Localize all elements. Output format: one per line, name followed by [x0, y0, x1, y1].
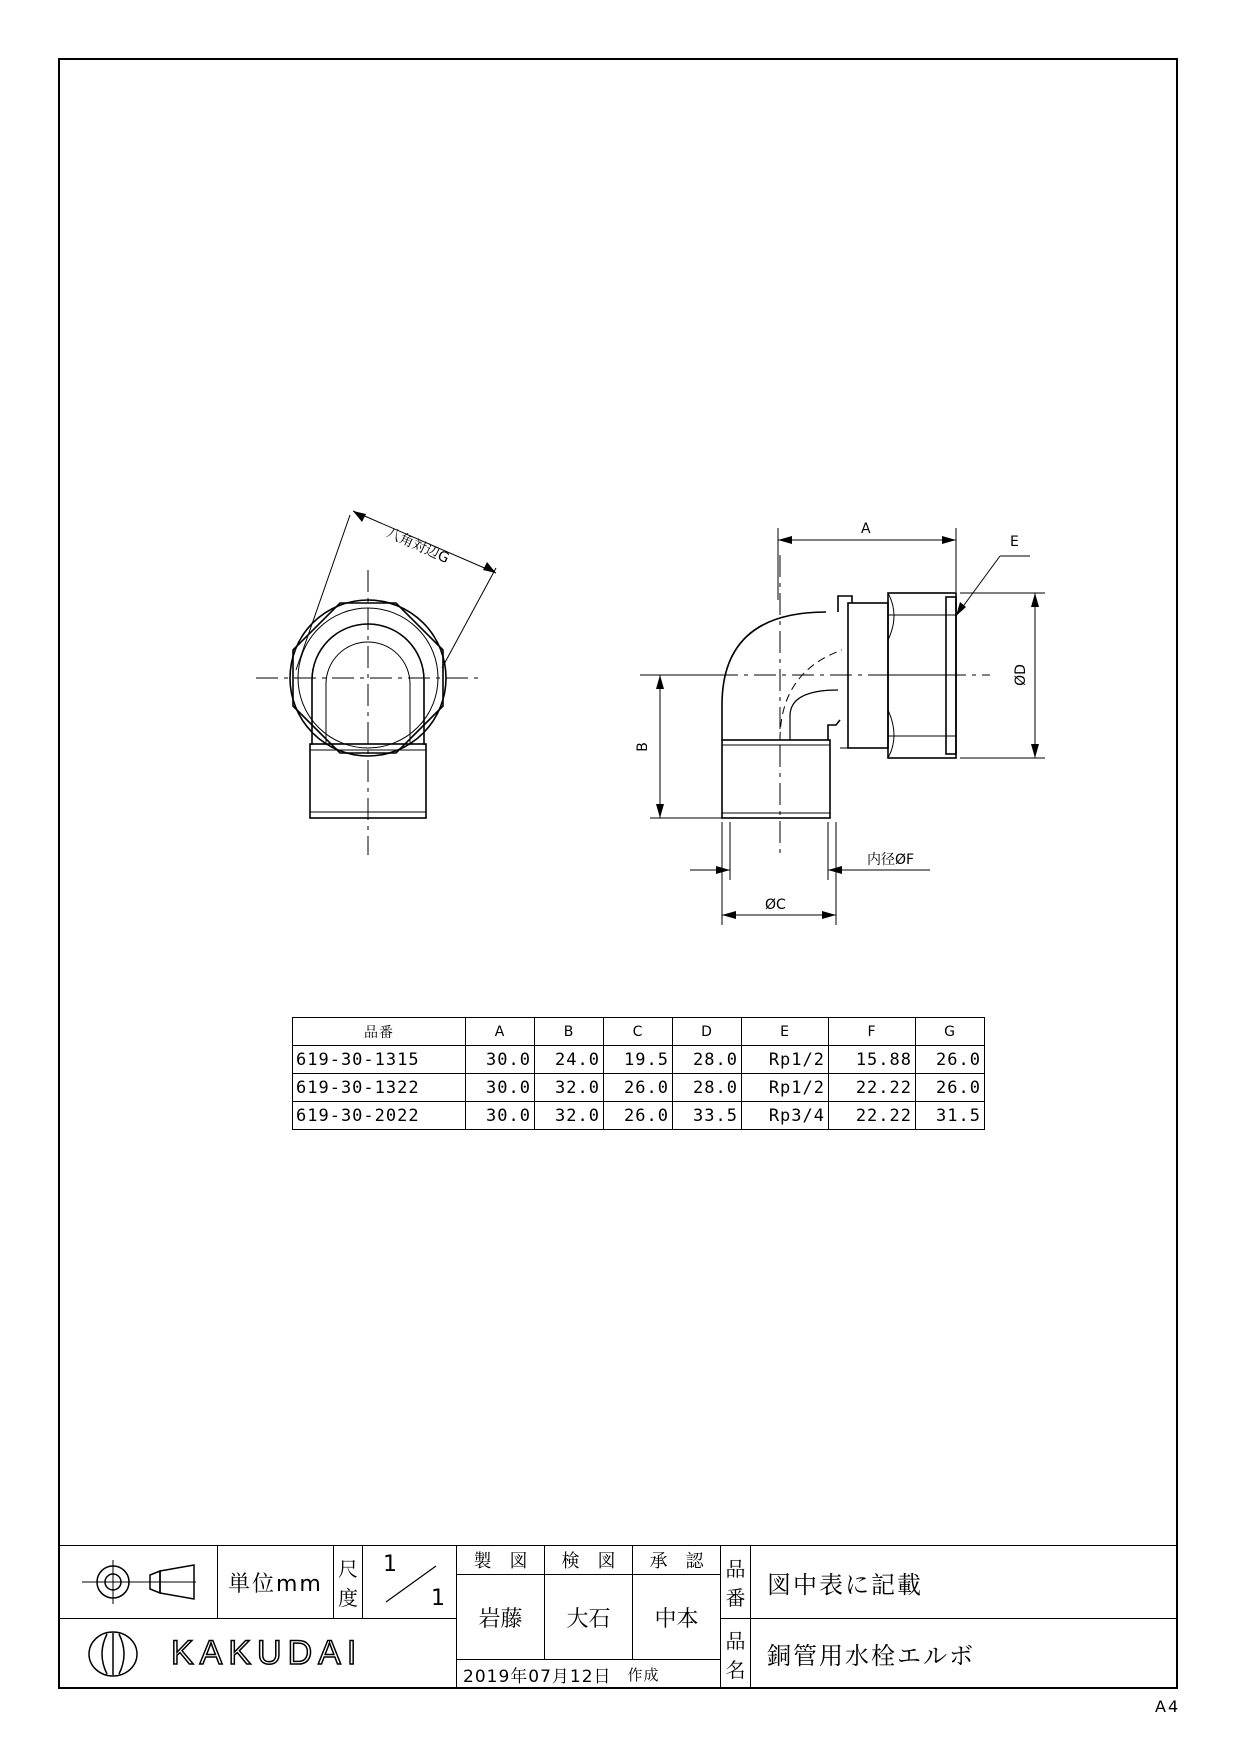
projection-symbol-cell — [58, 1545, 218, 1619]
part-name-label-top: 品 — [725, 1628, 746, 1653]
inner-diameter-f-label: 内径ØF — [867, 852, 915, 868]
third-angle-projection-icon — [78, 1557, 198, 1607]
company-name: KAKUDAI — [171, 1634, 363, 1672]
scale-label-bottom: 度 — [338, 1586, 358, 1610]
part-no-label-bottom: 番 — [725, 1586, 746, 1610]
header-c: C — [604, 1018, 673, 1046]
dimension-d-label: ØD — [1012, 664, 1029, 686]
scale-denominator: 1 — [431, 1586, 445, 1611]
scale-label-top: 尺 — [338, 1557, 358, 1581]
cell-g: 31.5 — [916, 1102, 985, 1130]
spec-table-header — [293, 1018, 985, 1046]
table-row — [293, 1046, 985, 1074]
cell-f: 22.22 — [829, 1102, 916, 1130]
unit-cell: 単位mm — [217, 1545, 334, 1619]
side-view — [640, 528, 1045, 925]
cell-d: 28.0 — [673, 1046, 742, 1074]
scale-numerator: 1 — [383, 1552, 397, 1577]
cell-c: 26.0 — [604, 1074, 673, 1102]
kakudai-logo-icon — [83, 1629, 143, 1679]
header-e: E — [742, 1018, 829, 1046]
cell-e: Rp3/4 — [742, 1102, 829, 1130]
checked-by: 大石 — [544, 1574, 633, 1660]
cell-c: 26.0 — [604, 1102, 673, 1130]
header-b: B — [535, 1018, 604, 1046]
part-name-label-bottom: 名 — [725, 1657, 746, 1682]
cell-g: 26.0 — [916, 1046, 985, 1074]
header-part-no: 品番 — [293, 1018, 466, 1046]
spec-table — [292, 1017, 985, 1130]
end-view — [256, 511, 496, 855]
dimension-e-label: E — [1010, 534, 1019, 550]
drawn-header: 製 図 — [456, 1545, 545, 1575]
part-no-label-top: 品 — [725, 1557, 746, 1581]
checked-header: 検 図 — [544, 1545, 633, 1575]
cell-d: 33.5 — [673, 1102, 742, 1130]
cell-b: 24.0 — [535, 1046, 604, 1074]
table-row — [293, 1102, 985, 1130]
header-d: D — [673, 1018, 742, 1046]
cell-a: 30.0 — [466, 1102, 535, 1130]
drawn-by: 岩藤 — [456, 1574, 545, 1660]
cell-a: 30.0 — [466, 1046, 535, 1074]
cell-b: 32.0 — [535, 1102, 604, 1130]
cell-part-no: 619-30-2022 — [293, 1102, 466, 1130]
scale-value-cell — [362, 1545, 457, 1619]
date-cell — [456, 1659, 721, 1689]
dimension-b-label: B — [634, 742, 651, 752]
scale-label-cell — [333, 1545, 363, 1619]
title-block — [58, 1545, 1178, 1689]
creation-date: 2019年07月12日 — [463, 1666, 612, 1687]
part-name-label — [720, 1618, 751, 1689]
part-no-value: 図中表に記載 — [750, 1545, 1178, 1619]
cell-d: 28.0 — [673, 1074, 742, 1102]
part-no-label — [720, 1545, 751, 1619]
approved-by: 中本 — [632, 1574, 721, 1660]
cell-part-no: 619-30-1322 — [293, 1074, 466, 1102]
cell-part-no: 619-30-1315 — [293, 1046, 466, 1074]
approved-header: 承 認 — [632, 1545, 721, 1575]
cell-a: 30.0 — [466, 1074, 535, 1102]
dimension-c-label: ØC — [765, 897, 786, 913]
header-g: G — [916, 1018, 985, 1046]
dimension-a-label: A — [861, 521, 871, 537]
cell-f: 15.88 — [829, 1046, 916, 1074]
paper-size-label: A4 — [1155, 1697, 1181, 1716]
cell-f: 22.22 — [829, 1074, 916, 1102]
cell-g: 26.0 — [916, 1074, 985, 1102]
cell-e: Rp1/2 — [742, 1074, 829, 1102]
company-logo-cell — [58, 1618, 457, 1689]
cell-e: Rp1/2 — [742, 1046, 829, 1074]
part-name-value: 銅管用水栓エルボ — [750, 1618, 1178, 1689]
octagon-dimension-label: 八角対辺G — [383, 525, 452, 567]
header-f: F — [829, 1018, 916, 1046]
cell-b: 32.0 — [535, 1074, 604, 1102]
cell-c: 19.5 — [604, 1046, 673, 1074]
header-a: A — [466, 1018, 535, 1046]
table-row — [293, 1074, 985, 1102]
created-label: 作成 — [627, 1665, 660, 1684]
